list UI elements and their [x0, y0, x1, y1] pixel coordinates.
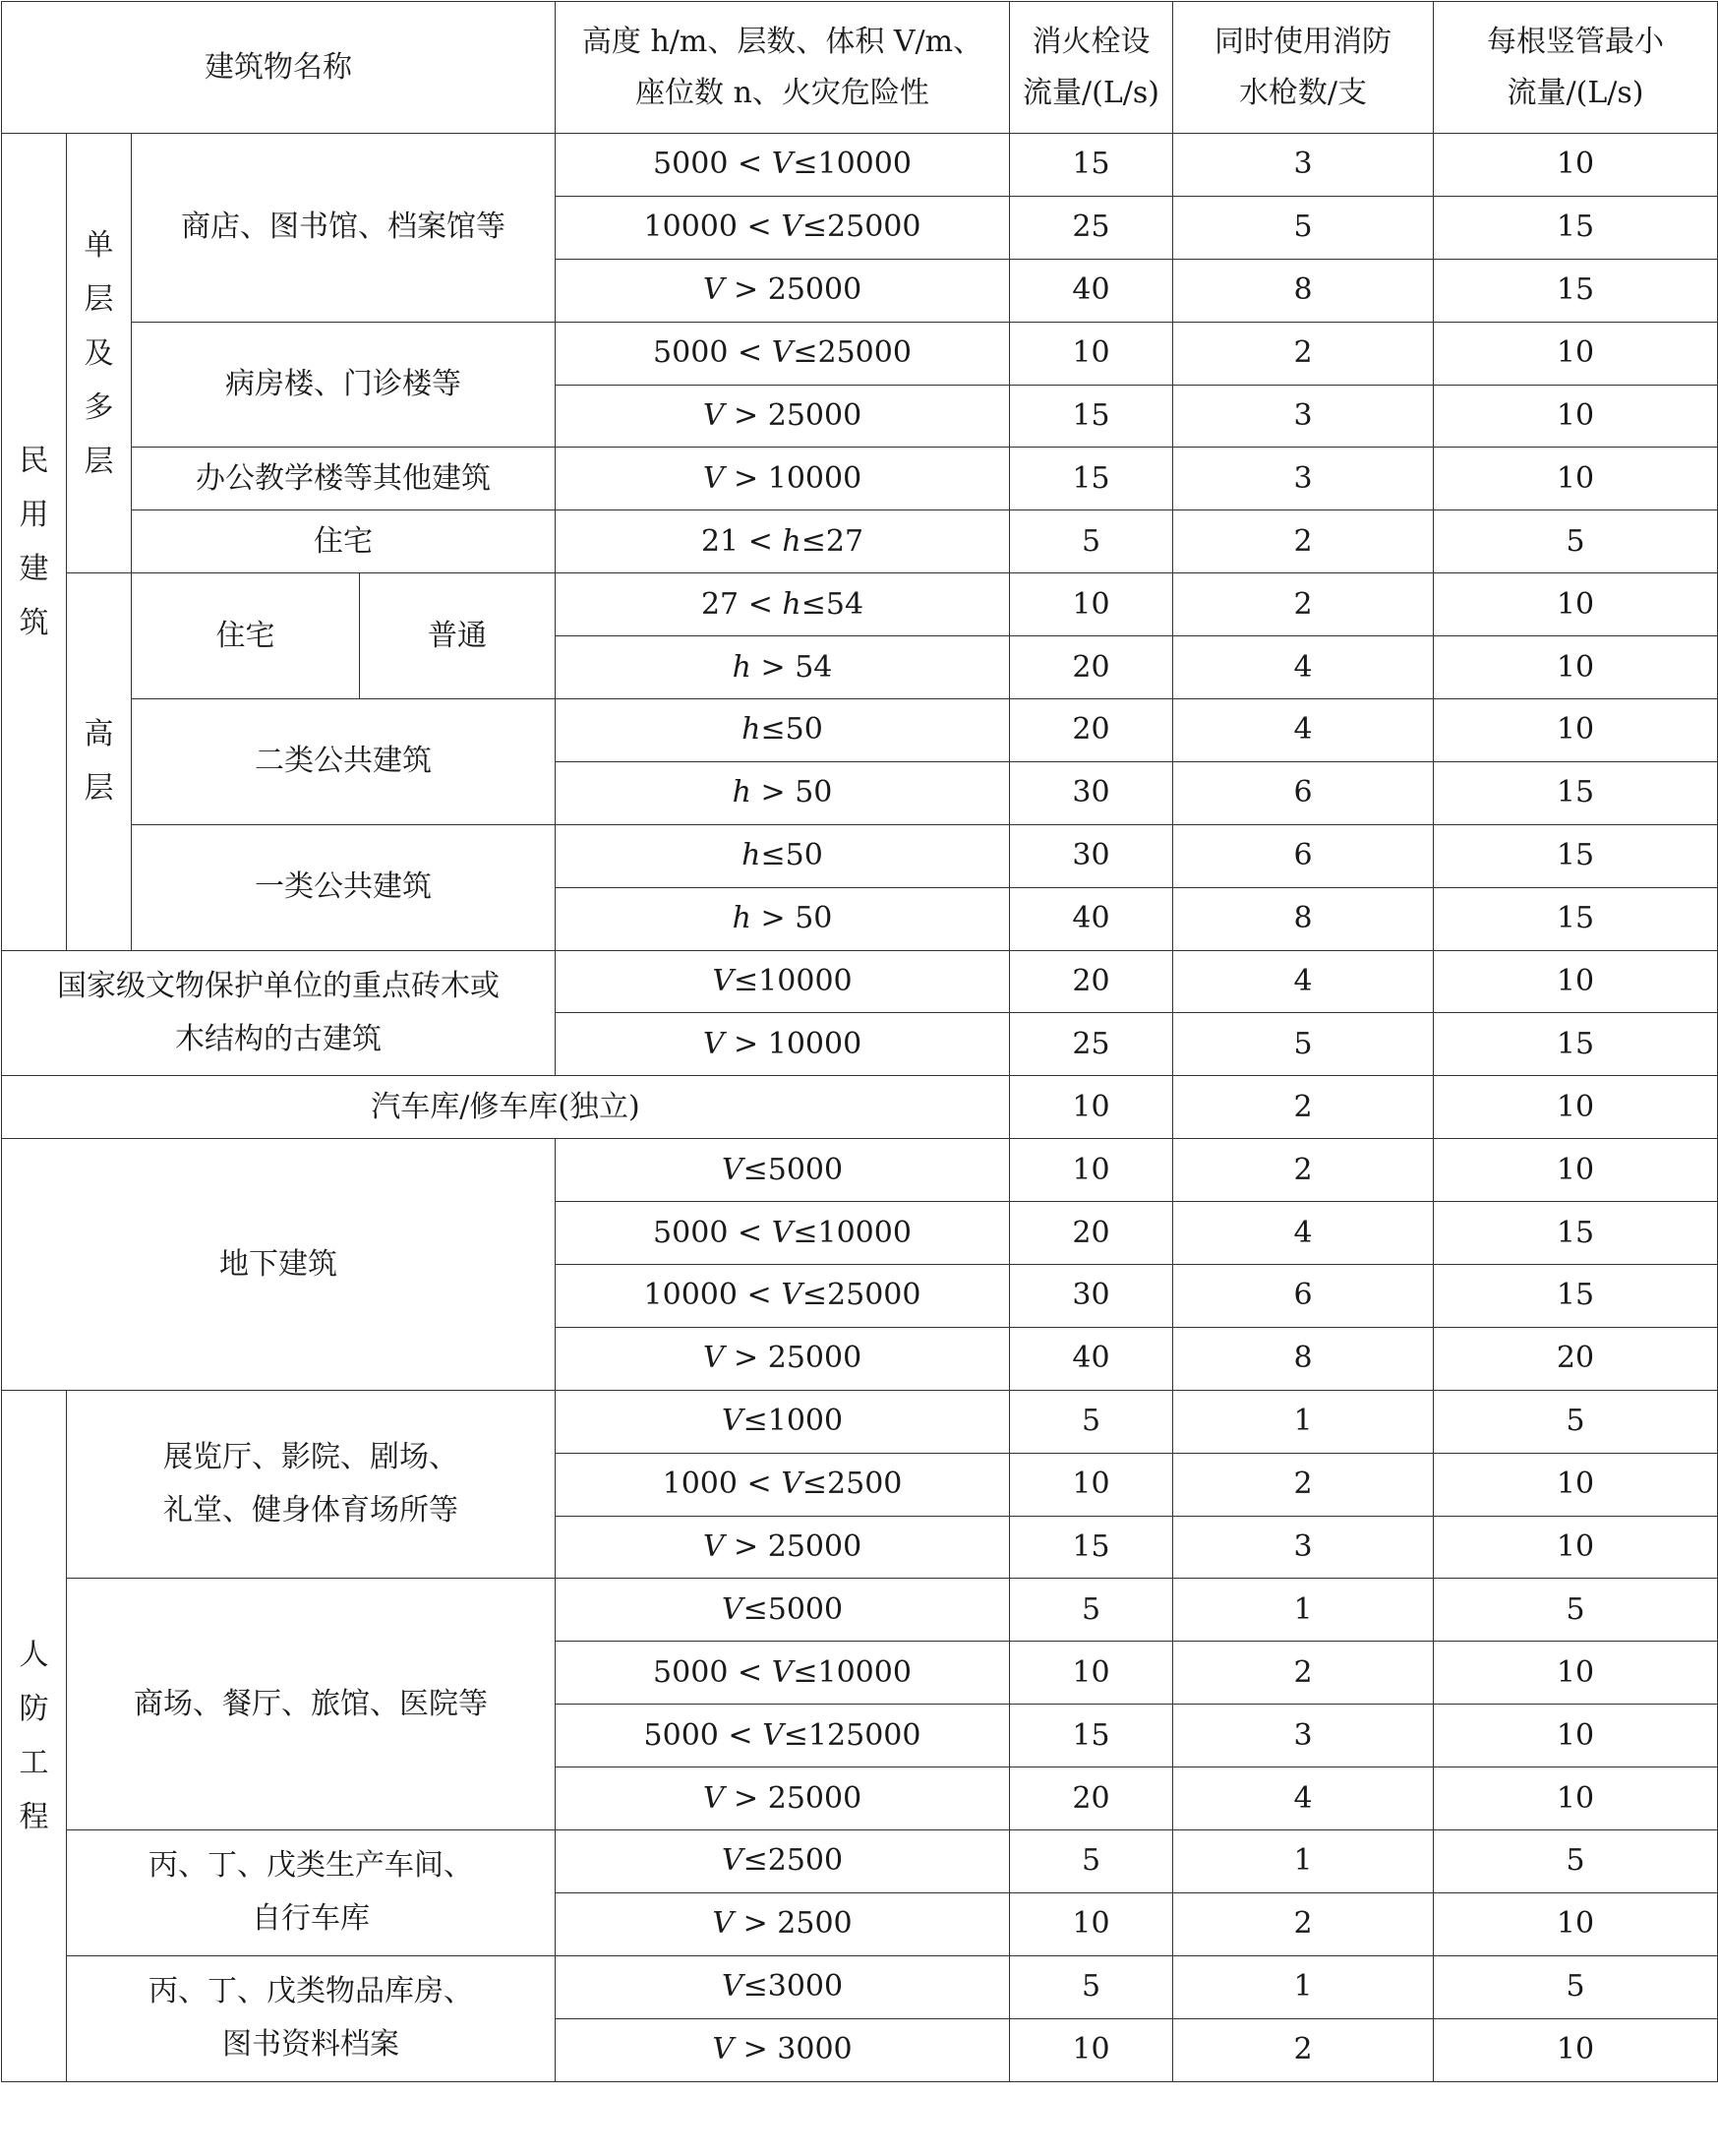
cell-condition: V≤3000 [556, 1955, 1010, 2018]
cell-condition: V≤1000 [556, 1390, 1010, 1453]
cell-hydrant-flow: 40 [1010, 887, 1173, 950]
cell-simultaneous-guns: 2 [1173, 1139, 1434, 1202]
table-row [2, 1139, 1718, 1202]
cell-simultaneous-guns: 2 [1173, 2018, 1434, 2081]
cell-hydrant-flow: 10 [1010, 1139, 1173, 1202]
cell-hydrant-flow: 20 [1010, 1202, 1173, 1265]
cell-simultaneous-guns: 2 [1173, 510, 1434, 573]
cell-hydrant-flow: 5 [1010, 1390, 1173, 1453]
cell-min-riser-flow: 20 [1434, 1327, 1718, 1390]
cell-min-riser-flow: 5 [1434, 1579, 1718, 1642]
header-hydrant-flow [1010, 2, 1173, 134]
cell-min-riser-flow: 10 [1434, 1892, 1718, 1955]
cell-min-riser-flow: 15 [1434, 1013, 1718, 1076]
label-residential: 住宅 [132, 510, 556, 573]
cell-condition: 10000 < V≤25000 [556, 196, 1010, 259]
header-simultaneous-guns-line1: 同时使用消防 [1214, 24, 1392, 59]
cell-simultaneous-guns: 6 [1173, 761, 1434, 824]
cell-hydrant-flow: 15 [1010, 134, 1173, 197]
cell-condition: V > 25000 [556, 259, 1010, 322]
cell-min-riser-flow: 10 [1434, 385, 1718, 448]
cell-condition: V≤5000 [556, 1139, 1010, 1202]
cell-min-riser-flow: 10 [1434, 950, 1718, 1013]
cell-hydrant-flow: 20 [1010, 699, 1173, 762]
cell-condition: 5000 < V≤25000 [556, 322, 1010, 385]
table-header-row [2, 2, 1718, 134]
cell-min-riser-flow: 10 [1434, 699, 1718, 762]
cell-hydrant-flow: 10 [1010, 1453, 1173, 1516]
label-heritage-building [2, 950, 556, 1076]
table-row [2, 448, 1718, 510]
cell-hydrant-flow: 15 [1010, 1516, 1173, 1579]
cell-min-riser-flow: 15 [1434, 761, 1718, 824]
cell-min-riser-flow: 5 [1434, 1830, 1718, 1893]
cell-min-riser-flow: 10 [1434, 448, 1718, 510]
cell-min-riser-flow: 5 [1434, 1390, 1718, 1453]
cell-hydrant-flow: 40 [1010, 1327, 1173, 1390]
cell-min-riser-flow: 15 [1434, 259, 1718, 322]
cell-hydrant-flow: 15 [1010, 1705, 1173, 1767]
cell-min-riser-flow: 10 [1434, 134, 1718, 197]
cell-condition: V > 25000 [556, 1327, 1010, 1390]
table-row [2, 1955, 1718, 2018]
label-exhibition-line1: 展览厅、影院、剧场、 [163, 1440, 458, 1475]
cell-min-riser-flow: 10 [1434, 636, 1718, 699]
table-row [2, 699, 1718, 762]
cell-simultaneous-guns: 3 [1173, 1516, 1434, 1579]
label-exhibition-line2: 礼堂、健身体育场所等 [163, 1493, 458, 1528]
cell-condition: V≤2500 [556, 1830, 1010, 1893]
cell-min-riser-flow: 10 [1434, 322, 1718, 385]
cell-simultaneous-guns: 4 [1173, 699, 1434, 762]
cell-condition: h > 50 [556, 887, 1010, 950]
label-office-teaching: 办公教学楼等其他建筑 [132, 448, 556, 510]
header-building-name: 建筑物名称 [2, 2, 556, 134]
cell-min-riser-flow: 10 [1434, 2018, 1718, 2081]
cell-simultaneous-guns: 3 [1173, 134, 1434, 197]
cell-simultaneous-guns: 6 [1173, 1265, 1434, 1328]
table-row [2, 510, 1718, 573]
cell-hydrant-flow: 5 [1010, 1579, 1173, 1642]
cell-condition: 27 < h≤54 [556, 573, 1010, 636]
table-row [2, 573, 1718, 636]
cell-condition: V≤5000 [556, 1579, 1010, 1642]
cell-simultaneous-guns: 3 [1173, 448, 1434, 510]
cell-condition: V > 25000 [556, 1516, 1010, 1579]
table-row [2, 322, 1718, 385]
cell-simultaneous-guns: 8 [1173, 259, 1434, 322]
cell-simultaneous-guns: 6 [1173, 824, 1434, 887]
cell-condition: V > 25000 [556, 1767, 1010, 1830]
label-ward-clinic: 病房楼、门诊楼等 [132, 322, 556, 448]
table-row [2, 1830, 1718, 1893]
fire-hydrant-flow-table [1, 1, 1718, 2082]
cell-min-riser-flow: 10 [1434, 573, 1718, 636]
cell-min-riser-flow: 15 [1434, 1265, 1718, 1328]
group-low-multi-storey: 单层及多层 [67, 134, 132, 573]
cell-hydrant-flow: 25 [1010, 196, 1173, 259]
cell-min-riser-flow: 10 [1434, 1642, 1718, 1705]
cell-hydrant-flow: 5 [1010, 1955, 1173, 2018]
label-heritage-line1: 国家级文物保护单位的重点砖木或 [57, 968, 500, 1003]
label-garage: 汽车库/修车库(独立) [2, 1076, 1010, 1139]
cell-condition: h > 54 [556, 636, 1010, 699]
cell-simultaneous-guns: 2 [1173, 573, 1434, 636]
label-ordinary: 普通 [360, 573, 556, 699]
header-min-riser-flow-line1: 每根竖管最小 [1487, 24, 1664, 59]
header-parameters-line1: 高度 h/m、层数、体积 V/m、 [581, 24, 983, 59]
header-parameters-line2: 座位数 n、火灾危险性 [635, 75, 929, 110]
cell-simultaneous-guns: 1 [1173, 1390, 1434, 1453]
cell-simultaneous-guns: 5 [1173, 196, 1434, 259]
label-heritage-line2: 木结构的古建筑 [175, 1021, 382, 1056]
cell-simultaneous-guns: 3 [1173, 1705, 1434, 1767]
cell-hydrant-flow: 10 [1010, 573, 1173, 636]
table-row [2, 1076, 1718, 1139]
label-storage [67, 1955, 556, 2081]
cell-hydrant-flow: 25 [1010, 1013, 1173, 1076]
table-row [2, 824, 1718, 887]
table-row [2, 1579, 1718, 1642]
cell-hydrant-flow: 20 [1010, 1767, 1173, 1830]
cell-simultaneous-guns: 3 [1173, 385, 1434, 448]
label-workshop-line1: 丙、丁、戊类生产车间、 [148, 1848, 473, 1884]
label-workshop [67, 1830, 556, 1956]
cell-simultaneous-guns: 2 [1173, 1892, 1434, 1955]
cell-condition: V > 3000 [556, 2018, 1010, 2081]
cell-hydrant-flow: 20 [1010, 636, 1173, 699]
cell-hydrant-flow: 20 [1010, 950, 1173, 1013]
cell-hydrant-flow: 15 [1010, 448, 1173, 510]
table-row [2, 950, 1718, 1013]
table-row [2, 134, 1718, 197]
label-exhibition [67, 1390, 556, 1579]
cell-simultaneous-guns: 2 [1173, 1642, 1434, 1705]
cell-simultaneous-guns: 1 [1173, 1830, 1434, 1893]
header-min-riser-flow [1434, 2, 1718, 134]
header-min-riser-flow-line2: 流量/(L/s) [1507, 75, 1644, 110]
cell-simultaneous-guns: 2 [1173, 322, 1434, 385]
cell-min-riser-flow: 15 [1434, 824, 1718, 887]
cell-condition: V > 10000 [556, 448, 1010, 510]
label-workshop-line2: 自行车库 [252, 1901, 370, 1937]
cell-hydrant-flow: 10 [1010, 1076, 1173, 1139]
cell-condition: h≤50 [556, 824, 1010, 887]
label-mall: 商场、餐厅、旅馆、医院等 [67, 1579, 556, 1830]
cell-min-riser-flow: 5 [1434, 510, 1718, 573]
label-public-class2: 二类公共建筑 [132, 699, 556, 825]
cell-min-riser-flow: 15 [1434, 887, 1718, 950]
cell-min-riser-flow: 10 [1434, 1767, 1718, 1830]
cell-hydrant-flow: 5 [1010, 1830, 1173, 1893]
cell-simultaneous-guns: 5 [1173, 1013, 1434, 1076]
cell-condition: V > 2500 [556, 1892, 1010, 1955]
cell-condition: V≤10000 [556, 950, 1010, 1013]
cell-simultaneous-guns: 8 [1173, 887, 1434, 950]
cell-hydrant-flow: 10 [1010, 322, 1173, 385]
label-public-class1: 一类公共建筑 [132, 824, 556, 950]
cell-hydrant-flow: 10 [1010, 2018, 1173, 2081]
cell-simultaneous-guns: 2 [1173, 1076, 1434, 1139]
cell-simultaneous-guns: 4 [1173, 1767, 1434, 1830]
cell-hydrant-flow: 30 [1010, 761, 1173, 824]
cell-condition: 21 < h≤27 [556, 510, 1010, 573]
cell-min-riser-flow: 15 [1434, 1202, 1718, 1265]
cell-hydrant-flow: 5 [1010, 510, 1173, 573]
group-civil-buildings: 民用建筑 [2, 134, 67, 951]
label-storage-line1: 丙、丁、戊类物品库房、 [148, 1974, 473, 2009]
cell-simultaneous-guns: 1 [1173, 1955, 1434, 2018]
cell-condition: 5000 < V≤125000 [556, 1705, 1010, 1767]
cell-min-riser-flow: 10 [1434, 1516, 1718, 1579]
label-storage-line2: 图书资料档案 [222, 2027, 399, 2063]
cell-hydrant-flow: 30 [1010, 824, 1173, 887]
cell-min-riser-flow: 10 [1434, 1076, 1718, 1139]
cell-condition: V > 10000 [556, 1013, 1010, 1076]
cell-hydrant-flow: 30 [1010, 1265, 1173, 1328]
cell-condition: 5000 < V≤10000 [556, 1202, 1010, 1265]
cell-condition: 5000 < V≤10000 [556, 1642, 1010, 1705]
cell-hydrant-flow: 10 [1010, 1892, 1173, 1955]
header-hydrant-flow-line1: 消火栓设 [1032, 24, 1151, 59]
group-civil-defense: 人防工程 [2, 1390, 67, 2081]
cell-simultaneous-guns: 4 [1173, 950, 1434, 1013]
header-hydrant-flow-line2: 流量/(L/s) [1023, 75, 1159, 110]
cell-hydrant-flow: 40 [1010, 259, 1173, 322]
cell-condition: h≤50 [556, 699, 1010, 762]
cell-condition: 10000 < V≤25000 [556, 1265, 1010, 1328]
cell-min-riser-flow: 15 [1434, 196, 1718, 259]
cell-condition: V > 25000 [556, 385, 1010, 448]
label-shop-library: 商店、图书馆、档案馆等 [132, 134, 556, 323]
cell-hydrant-flow: 10 [1010, 1642, 1173, 1705]
cell-simultaneous-guns: 2 [1173, 1453, 1434, 1516]
label-residential-high: 住宅 [132, 573, 360, 699]
cell-condition: h > 50 [556, 761, 1010, 824]
cell-simultaneous-guns: 1 [1173, 1579, 1434, 1642]
header-simultaneous-guns [1173, 2, 1434, 134]
cell-min-riser-flow: 10 [1434, 1139, 1718, 1202]
table-row [2, 1390, 1718, 1453]
cell-condition: 5000 < V≤10000 [556, 134, 1010, 197]
cell-hydrant-flow: 15 [1010, 385, 1173, 448]
header-simultaneous-guns-line2: 水枪数/支 [1238, 75, 1368, 110]
label-underground: 地下建筑 [2, 1139, 556, 1391]
group-high-rise: 高层 [67, 573, 132, 950]
cell-min-riser-flow: 10 [1434, 1453, 1718, 1516]
cell-condition: 1000 < V≤2500 [556, 1453, 1010, 1516]
cell-simultaneous-guns: 4 [1173, 1202, 1434, 1265]
cell-simultaneous-guns: 4 [1173, 636, 1434, 699]
cell-min-riser-flow: 5 [1434, 1955, 1718, 2018]
cell-simultaneous-guns: 8 [1173, 1327, 1434, 1390]
header-parameters [556, 2, 1010, 134]
cell-min-riser-flow: 10 [1434, 1705, 1718, 1767]
